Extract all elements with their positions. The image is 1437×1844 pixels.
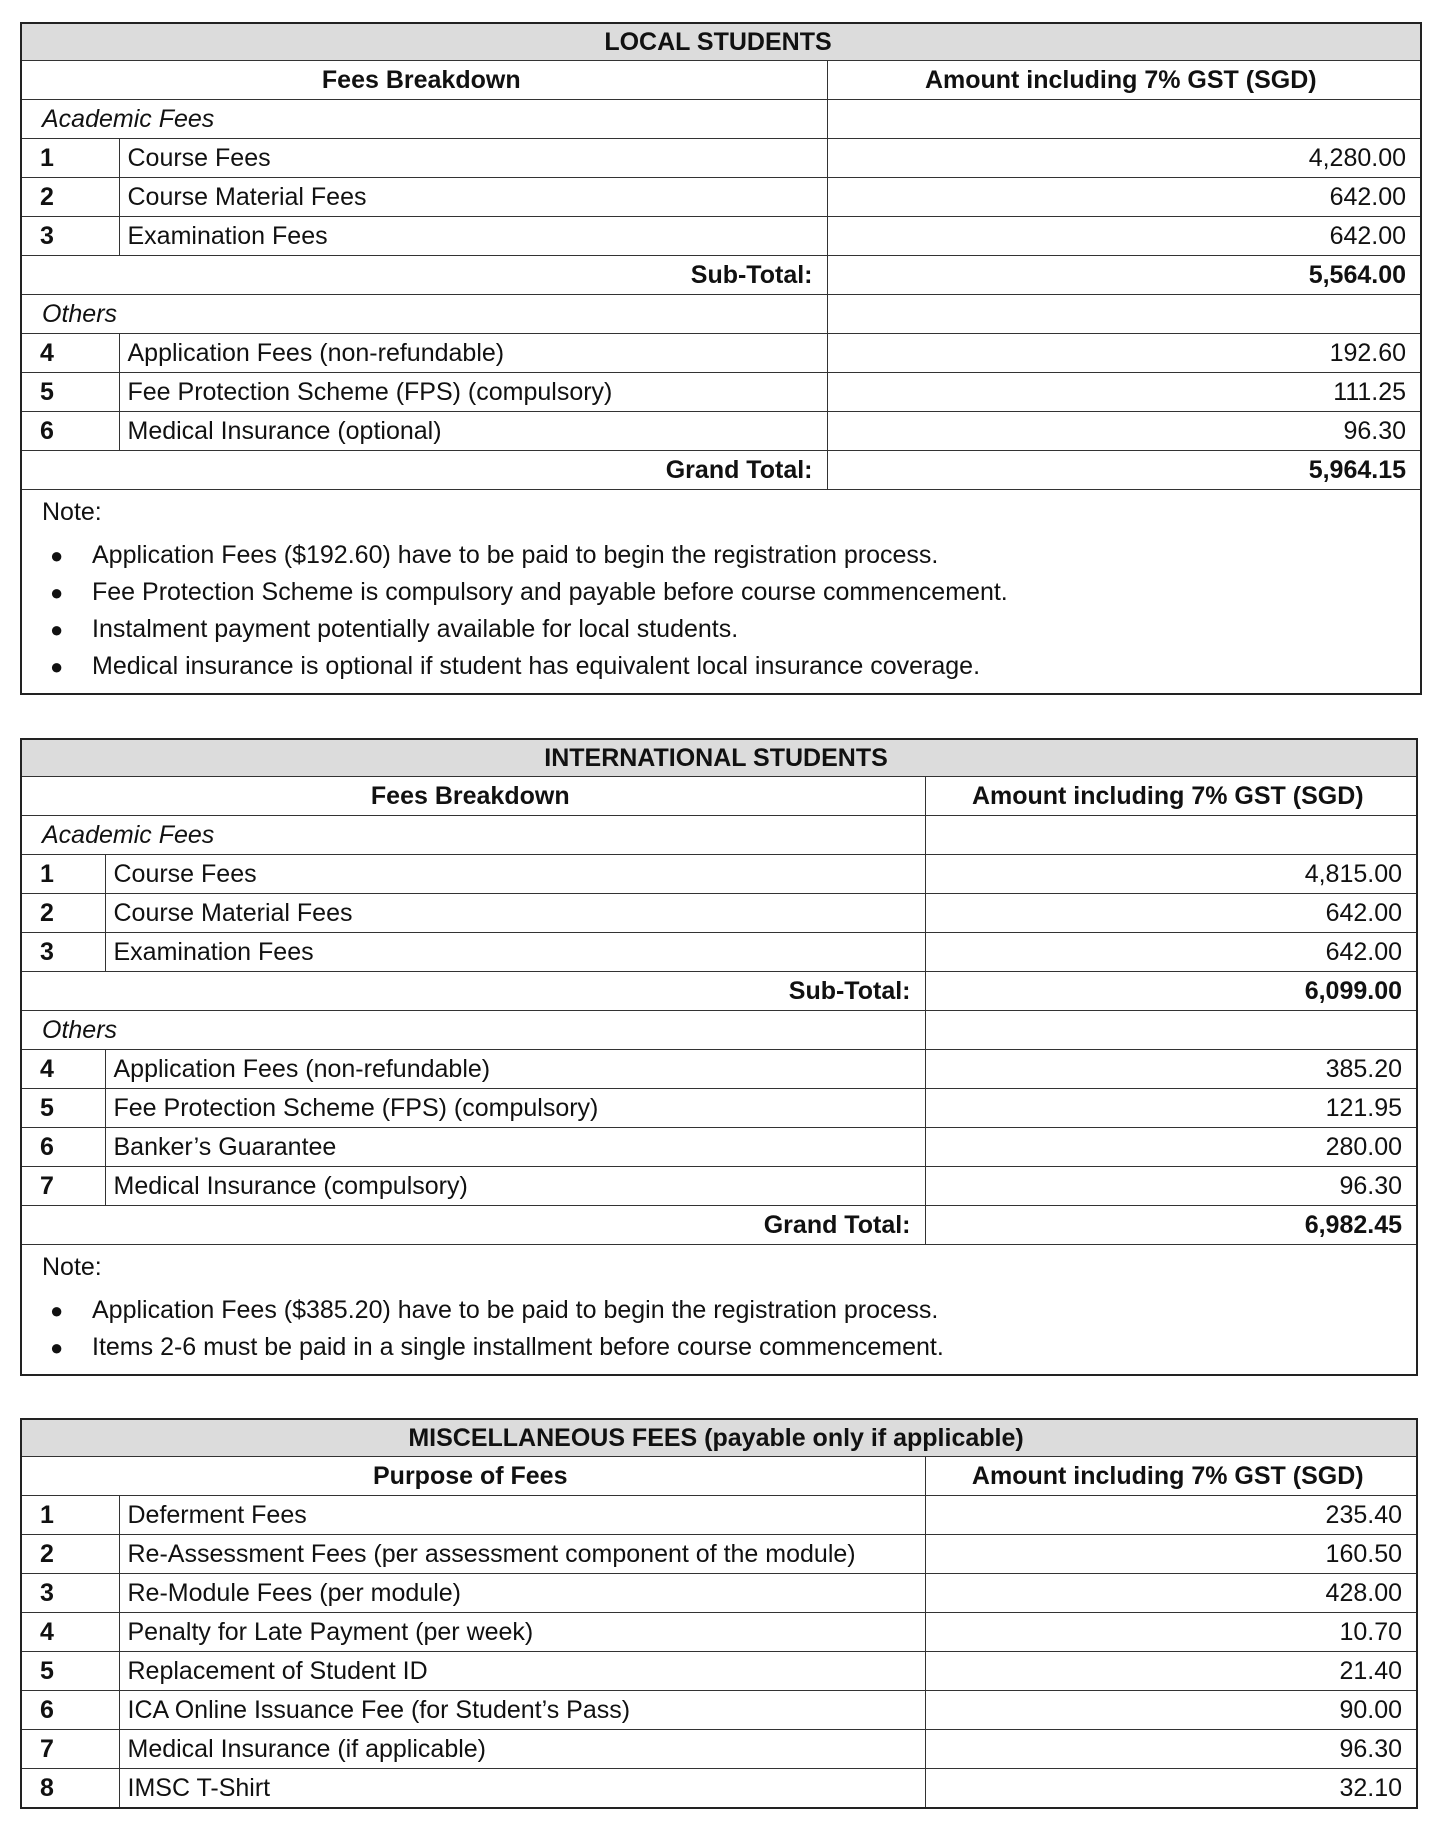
local-students-table — [20, 22, 1422, 695]
table-row: 7 Medical Insurance (compulsory) 96.30 — [21, 1167, 1417, 1206]
table-row: 2 Course Material Fees 642.00 — [21, 894, 1417, 933]
list-item: ● Medical insurance is optional if student has equivalent local insurance coverage. — [50, 652, 981, 680]
list-item: ● Application Fees ($192.60) have to be paid to begin the registration process. — [50, 541, 939, 569]
table-row: 5 Fee Protection Scheme (FPS) (compulsory) 111.25 — [21, 373, 1421, 412]
list-item: ● Fee Protection Scheme is compulsory and payable before course commencement. — [50, 578, 1008, 606]
intl-col-breakdown: Fees Breakdown — [21, 777, 925, 816]
table-row: 7 Medical Insurance (if applicable) 96.30 — [21, 1730, 1417, 1769]
local-notes — [21, 490, 1421, 695]
intl-academic-label: Academic Fees — [21, 816, 925, 855]
table-row: 6 ICA Online Issuance Fee (for Student’s Pass) 90.00 — [21, 1691, 1417, 1730]
list-item: ● Instalment payment potentially available for local students. — [50, 615, 739, 643]
table-row: 4 Application Fees (non-refundable) 385.20 — [21, 1050, 1417, 1089]
note-title: Note: — [42, 1253, 102, 1281]
table-row: 1 Deferment Fees 235.40 — [21, 1496, 1417, 1535]
intl-col-amount: Amount including 7% GST (SGD) — [925, 777, 1417, 816]
table-row: 3 Re-Module Fees (per module) 428.00 — [21, 1574, 1417, 1613]
table-row: 5 Fee Protection Scheme (FPS) (compulsory) 121.95 — [21, 1089, 1417, 1128]
table-row: 3 Examination Fees 642.00 — [21, 933, 1417, 972]
local-col-breakdown: Fees Breakdown — [21, 61, 827, 100]
grandtotal-row: Grand Total: 6,982.45 — [21, 1206, 1417, 1245]
misc-fees-table — [20, 1418, 1418, 1809]
local-others-label: Others — [21, 295, 827, 334]
subtotal-row: Sub-Total: 6,099.00 — [21, 972, 1417, 1011]
grandtotal-row: Grand Total: 5,964.15 — [21, 451, 1421, 490]
international-title: INTERNATIONAL STUDENTS — [21, 739, 1417, 777]
misc-col-purpose: Purpose of Fees — [21, 1457, 925, 1496]
table-row: 6 Medical Insurance (optional) 96.30 — [21, 412, 1421, 451]
intl-notes — [21, 1245, 1417, 1376]
table-row: 2 Course Material Fees 642.00 — [21, 178, 1421, 217]
table-row: 3 Examination Fees 642.00 — [21, 217, 1421, 256]
international-students-table — [20, 738, 1418, 1376]
subtotal-row: Sub-Total: 5,564.00 — [21, 256, 1421, 295]
local-title: LOCAL STUDENTS — [21, 23, 1421, 61]
table-row: 5 Replacement of Student ID 21.40 — [21, 1652, 1417, 1691]
table-row: 6 Banker’s Guarantee 280.00 — [21, 1128, 1417, 1167]
table-row: 8 IMSC T-Shirt 32.10 — [21, 1769, 1417, 1809]
table-row: 4 Penalty for Late Payment (per week) 10.70 — [21, 1613, 1417, 1652]
table-row: 4 Application Fees (non-refundable) 192.60 — [21, 334, 1421, 373]
local-col-amount: Amount including 7% GST (SGD) — [827, 61, 1421, 100]
note-title: Note: — [42, 498, 102, 526]
list-item: ● Items 2-6 must be paid in a single installment before course commencement. — [50, 1333, 944, 1361]
local-academic-label: Academic Fees — [21, 100, 827, 139]
misc-title: MISCELLANEOUS FEES (payable only if applicable) — [21, 1419, 1417, 1457]
table-row: 2 Re-Assessment Fees (per assessment component of the module) 160.50 — [21, 1535, 1417, 1574]
misc-col-amount: Amount including 7% GST (SGD) — [925, 1457, 1417, 1496]
table-row: 1 Course Fees 4,280.00 — [21, 139, 1421, 178]
list-item: ● Application Fees ($385.20) have to be paid to begin the registration process. — [50, 1296, 939, 1324]
intl-others-label: Others — [21, 1011, 925, 1050]
table-row: 1 Course Fees 4,815.00 — [21, 855, 1417, 894]
